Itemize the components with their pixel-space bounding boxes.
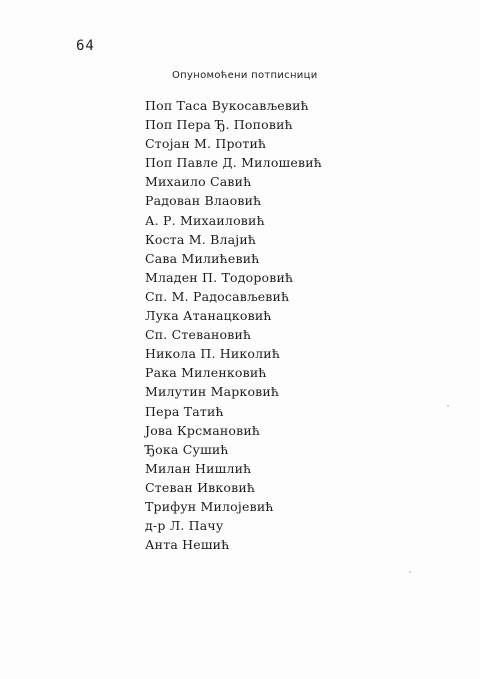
signatory-name: Сп. Стевановић xyxy=(145,327,252,343)
signatory-name: Михаило Савић xyxy=(145,174,252,190)
signatory-name: Никола П. Николић xyxy=(145,346,281,362)
signatory-name: Поп Павле Д. Милошевић xyxy=(145,155,322,171)
signatory-name: Стојан М. Протић xyxy=(145,136,267,152)
signatory-name: Сп. М. Радосављевић xyxy=(145,288,290,304)
page-number: 64 xyxy=(76,38,95,54)
signatory-name: Милутин Марковић xyxy=(145,384,280,400)
signatory-name: Поп Таса Вукосављевић xyxy=(145,98,309,113)
signatory-name: Коста М. Влајић xyxy=(145,231,257,247)
signatory-name: Пера Татић xyxy=(145,403,224,419)
section-heading: Опуномоћени потписници xyxy=(172,70,318,81)
signatory-name: Рака Миленковић xyxy=(145,365,267,381)
signatory-name: Младен П. Тодоровић xyxy=(145,269,294,285)
signatory-name: Поп Пера Ђ. Поповић xyxy=(145,117,293,133)
signatory-name: Сава Милићевић xyxy=(145,250,260,266)
signatory-name: А. Р. Михаиловић xyxy=(145,212,265,228)
signatory-name: Стеван Ивковић xyxy=(145,479,256,495)
signatory-name: Радован Влаовић xyxy=(145,193,262,209)
signatory-name: Анта Нешић xyxy=(145,537,230,553)
signatory-name: Ђока Сушић xyxy=(145,441,229,457)
signatory-name: Лука Атанацковић xyxy=(145,308,272,324)
signatory-list xyxy=(145,96,322,554)
signatory-name: д-р Л. Пачу xyxy=(145,518,224,534)
paper-speck xyxy=(409,571,411,573)
signatory-name: Јова Крсмановић xyxy=(145,422,261,438)
signatory-name: Трифун Милојевић xyxy=(145,498,274,514)
signatory-name: Милан Нишлић xyxy=(145,460,252,476)
paper-speck xyxy=(447,405,449,407)
